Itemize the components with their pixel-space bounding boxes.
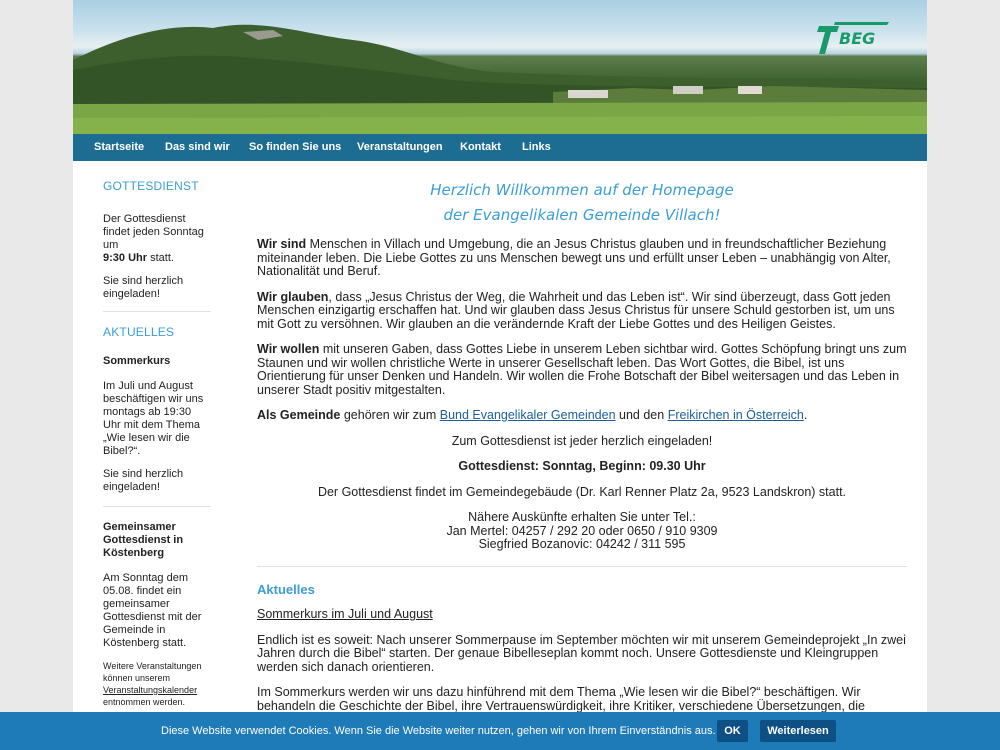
contact-info: Nähere Auskünfte erhalten Sie unter Tel.: Jan Mertel: 04257 / 292 20 oder 0650 / 910 9309 Siegfried Bozanovic: 04242 / 311 595 bbox=[446, 510, 718, 551]
cookie-more-button[interactable]: Weiterlesen bbox=[760, 720, 836, 742]
sidebar-aktuelles-heading: AKTUELLES bbox=[103, 325, 175, 339]
invite-text: Zum Gottesdienst ist jeder herzlich eingeladen! bbox=[451, 433, 713, 448]
news-title[interactable]: Sommerkurs im Juli und August bbox=[257, 607, 433, 621]
header-banner bbox=[73, 0, 927, 134]
sidebar-divider bbox=[103, 506, 211, 507]
sidebar-gottesdienst-time: 9:30 Uhr bbox=[103, 252, 148, 264]
intro-als-gemeinde: Als Gemeinde gehören wir zum Bund Evangelikaler Gemeinden und den Freikirchen in Österreich. bbox=[257, 408, 808, 422]
service-location: Der Gottesdienst findet im Gemeindegebäude (Dr. Karl Renner Platz 2a, 9523 Landskron) statt. bbox=[317, 484, 847, 499]
nav-kontakt[interactable]: Kontakt bbox=[460, 141, 501, 153]
nav-das-sind-wir[interactable]: Das sind wir bbox=[165, 141, 230, 153]
sidebar-item2-text: Am Sonntag dem 05.08. findet ein gemeinsamer Gottesdienst mit der Gemeinde in Köstenberg statt. bbox=[103, 572, 202, 649]
welcome-heading: Herzlich Willkommen auf der Homepage der Evangelikalen Gemeinde Villach! bbox=[430, 181, 734, 224]
sidebar-item1-title: Sommerkurs bbox=[103, 355, 171, 367]
calendar-link[interactable]: Veranstaltungskalender bbox=[103, 685, 198, 695]
main-content bbox=[257, 178, 907, 739]
logo-text: BEG bbox=[839, 29, 876, 48]
cookie-text: Diese Website verwendet Cookies. Wenn Sie die Website weiter nutzen, gehen wir von Ihrem Einverständnis aus. bbox=[161, 725, 716, 737]
sidebar-calendar-note: Weitere Veranstaltungen können unserem Veranstaltungskalender entnommen werden. bbox=[103, 661, 202, 707]
nav-veranstaltungen[interactable]: Veranstaltungen bbox=[357, 141, 443, 153]
nav-startseite[interactable]: Startseite bbox=[94, 141, 145, 153]
nav-so-finden-sie-uns[interactable]: So finden Sie uns bbox=[249, 141, 342, 153]
intro-wir-wollen: Wir wollen mit unseren Gaben, dass Gottes Liebe in unserem Leben sichtbar wird. Gottes Schöpfung bringt uns zum Staunen und wir wollen christliche Werte in unserer Gesellschaft leben. Das Wort Gottes, die Bibel, ist uns Orientierung für unser Denken und Handeln. Wir wollen die Frohe Botschaft der Bibel weitersagen und das Leben in unserer Stadt positiv mitgestalten. bbox=[257, 342, 907, 397]
sidebar-divider bbox=[103, 311, 211, 312]
beg-logo[interactable] bbox=[815, 16, 899, 56]
main-navigation bbox=[73, 134, 927, 161]
nav-links[interactable]: Links bbox=[522, 141, 551, 153]
intro-wir-glauben: Wir glauben, dass „Jesus Christus der Weg, die Wahrheit und das Leben ist“. Wir sind überzeugt, dass Gott jeden Menschen einzigartig erschaffen hat. Und wir glauben dass Jesus Christus für unsere Schuld gestorben ist, um uns mit Gott zu versöhnen. Wir glauben an die verändernde Kraft der Liebe Gottes und des Heiligen Geistes. bbox=[257, 289, 895, 331]
link-bund-evangelikaler-gemeinden[interactable]: Bund Evangelikaler Gemeinden bbox=[439, 408, 616, 422]
sidebar bbox=[103, 180, 211, 733]
content-divider bbox=[257, 566, 907, 567]
link-freikirchen-oesterreich[interactable]: Freikirchen in Österreich bbox=[667, 408, 804, 422]
sidebar-item2-title: Gemeinsamer Gottesdienst in Köstenberg bbox=[103, 521, 184, 559]
cookie-ok-button[interactable]: OK bbox=[717, 720, 748, 742]
logo-cross-icon bbox=[815, 16, 899, 56]
service-time: Gottesdienst: Sonntag, Beginn: 09.30 Uhr bbox=[458, 459, 706, 473]
sidebar-gottesdienst-invite: Sie sind herzlich eingeladen! bbox=[103, 275, 184, 300]
aktuelles-heading: Aktuelles bbox=[257, 581, 315, 597]
sidebar-item1-invite: Sie sind herzlich eingeladen! bbox=[103, 468, 184, 493]
news-paragraph-2: Im Sommerkurs werden wir uns dazu hinführend mit dem Thema „Wie lesen wir die Bibel?“ beschäftigen. Wir behandeln die Geschichte der Bibel, ihre Vertrauenswürdigkeit, ihre Kritiker, verschiedene Übersetzungen, die bbox=[257, 685, 865, 713]
sidebar-item1-text: Im Juli und August beschäftigen wir uns montags ab 19:30 Uhr mit dem Thema „Wie lesen wir die Bibel?“. bbox=[103, 380, 204, 457]
cookie-banner bbox=[0, 712, 1000, 750]
news-paragraph-1: Endlich ist es soweit: Nach unserer Sommerpause im September möchten wir mit unserem Gemeindeprojekt „In zwei Jahren durch die Bibel“ starten. Der genaue Bibelleseplan kommt noch. Unsere Gottesdienste und Kleingruppen werden sich danach orientieren. bbox=[257, 632, 906, 674]
sidebar-gottesdienst-heading: GOTTESDIENST bbox=[103, 179, 199, 193]
sidebar-gottesdienst-text: Der Gottesdienst findet jeden Sonntag um 9:30 Uhr statt. bbox=[103, 213, 204, 264]
landscape-image bbox=[73, 0, 927, 134]
intro-wir-sind: Wir sind Menschen in Villach und Umgebung, die an Jesus Christus glauben und in freundschaftlicher Beziehung miteinander leben. Die Liebe Gottes zu uns Menschen bewegt uns und erfüllt unser Leben – unabhängig von Alter, Nationalität und Beruf. bbox=[257, 237, 891, 278]
page bbox=[73, 0, 927, 750]
